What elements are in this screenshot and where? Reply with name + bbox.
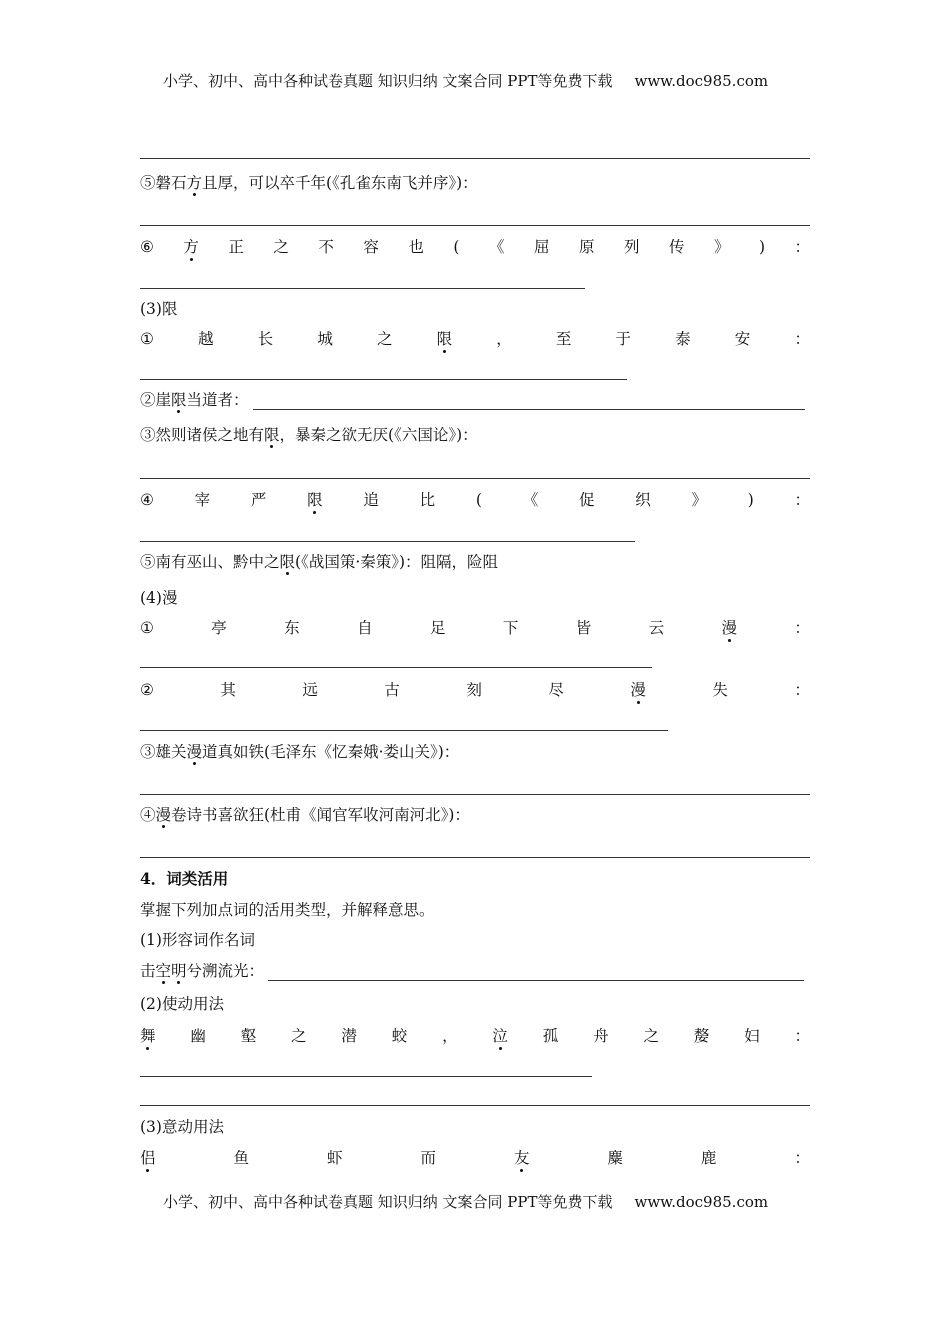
text-segment: (3)意动用法 (140, 1118, 224, 1136)
text-segment: 不 (318, 238, 334, 256)
emphasized-char: 漫 (630, 681, 646, 699)
text-segment: 妇 (744, 1027, 760, 1045)
text-segment: 于 (615, 330, 632, 348)
line-caus-1 (140, 1026, 810, 1046)
text-segment: ： (794, 1149, 810, 1167)
text-segment: ： (794, 238, 810, 256)
line-xian-2 (140, 390, 805, 410)
answer-blank-line[interactable] (140, 730, 668, 731)
line-xian-5 (140, 552, 498, 572)
text-segment: 之 (273, 238, 289, 256)
footer-site: www.doc985.com (634, 1193, 769, 1211)
text-segment: ： (794, 619, 810, 637)
emphasized-char: 侣 (140, 1149, 156, 1167)
text-segment: 正 (228, 238, 244, 256)
text-segment: 之 (643, 1027, 659, 1045)
text-segment: 屈 (533, 238, 550, 256)
text-segment: 远 (302, 681, 318, 699)
text-segment: 》 (713, 238, 730, 256)
text-segment: 比 (419, 491, 436, 509)
text-segment: (1)形容词作名词 (140, 931, 255, 949)
text-segment: 也 (408, 238, 424, 256)
text-segment: (3)限 (140, 300, 178, 318)
text-segment: ③雄关 (140, 743, 187, 761)
text-segment: 且厚，可以卒千年(《孔雀东南飞并序》)： (202, 174, 478, 192)
text-segment: 壑 (240, 1027, 257, 1045)
text-segment: 尽 (548, 681, 564, 699)
header-site: www.doc985.com (634, 72, 769, 90)
text-segment: 鱼 (233, 1149, 249, 1167)
text-segment: ： (794, 681, 810, 699)
text-segment: 促 (578, 491, 595, 509)
text-segment: ， (496, 330, 512, 348)
page-header (163, 70, 768, 91)
line-xian-head (140, 299, 177, 319)
text-segment: 容 (363, 238, 379, 256)
text-segment: (《战国策·秦策》)：阻隔，险阻 (295, 553, 499, 571)
text-segment: 宰 (194, 491, 211, 509)
text-segment: ) (747, 491, 754, 509)
text-segment: 亭 (211, 619, 227, 637)
header-text: 小学、初中、高中各种试卷真题 知识归纳 文案合同 PPT等免费下载 (163, 72, 613, 90)
line-man-head (140, 588, 177, 608)
text-segment: 织 (635, 491, 651, 509)
emphasized-char: 方 (186, 174, 203, 192)
text-segment: 之 (376, 330, 393, 348)
line-man-2 (140, 680, 810, 700)
emphasized-char: 限 (307, 491, 323, 509)
answer-blank-line[interactable] (140, 857, 810, 858)
text-segment: 失 (712, 681, 728, 699)
text-segment: ② (140, 681, 154, 699)
text-segment: ① (140, 330, 154, 348)
emphasized-char: 漫 (186, 743, 203, 761)
text-segment: 掌握下列加点词的活用类型，并解释意思。 (140, 901, 435, 919)
text-segment: ) (758, 238, 765, 256)
text-segment: ⑤南有巫山、黔中之 (140, 553, 280, 571)
footer-text: 小学、初中、高中各种试卷真题 知识归纳 文案合同 PPT等免费下载 (163, 1193, 613, 1211)
line-sec4-instr (140, 900, 435, 920)
answer-blank[interactable] (253, 395, 805, 410)
text-segment: 安 (734, 330, 751, 348)
text-segment: ， (442, 1027, 458, 1045)
answer-blank-line[interactable] (140, 667, 652, 668)
text-segment: 古 (384, 681, 400, 699)
text-segment: 《 (488, 238, 505, 256)
emphasized-char: 空 (155, 962, 172, 980)
text-segment: ，暴秦之欲无厌(《六国论》)： (279, 426, 478, 444)
emphasized-char: 限 (279, 553, 296, 571)
answer-blank-line[interactable] (140, 288, 585, 289)
text-segment: ： (794, 1027, 810, 1045)
answer-blank[interactable] (268, 966, 804, 981)
emphasized-char: 漫 (721, 619, 738, 637)
line-caus-head (140, 994, 224, 1014)
line-fang-5 (140, 173, 478, 193)
text-segment: 足 (429, 619, 446, 637)
text-segment: ( (475, 491, 482, 509)
text-segment: 自 (357, 619, 373, 637)
text-segment: 4．词类活用 (140, 869, 229, 888)
line-puta-1 (140, 1148, 810, 1168)
text-segment: 而 (420, 1149, 436, 1167)
text-segment: 》 (691, 491, 707, 509)
line-man-3 (140, 742, 459, 762)
text-segment: ⑥ (140, 238, 154, 256)
answer-blank-line[interactable] (140, 225, 810, 226)
emphasized-char: 舞 (140, 1027, 156, 1045)
text-segment: 其 (220, 681, 236, 699)
line-sec4-title (140, 869, 228, 889)
text-segment: ： (794, 491, 810, 509)
text-segment: 列 (623, 238, 640, 256)
text-segment: 《 (522, 491, 539, 509)
line-man-4 (140, 805, 470, 825)
text-segment: 卷诗书喜欲狂(杜甫《闻官军收河南河北》)： (171, 806, 470, 824)
text-segment: ④ (140, 491, 154, 509)
emphasized-char: 友 (513, 1149, 530, 1167)
text-segment: 追 (363, 491, 379, 509)
answer-blank-line[interactable] (140, 379, 627, 380)
text-segment: 严 (250, 491, 267, 509)
text-segment: 嫠 (693, 1027, 710, 1045)
text-segment: 越 (198, 330, 214, 348)
text-segment: 之 (291, 1027, 307, 1045)
answer-blank-line[interactable] (140, 1076, 592, 1077)
text-segment: ④ (140, 806, 156, 824)
text-segment: 原 (578, 238, 595, 256)
text-segment: 云 (648, 619, 665, 637)
emphasized-char: 方 (183, 238, 199, 256)
emphasized-char: 漫 (155, 806, 172, 824)
text-segment: 幽 (190, 1027, 206, 1045)
emphasized-char: 泣 (492, 1027, 508, 1045)
emphasized-char: 明 (171, 962, 187, 980)
line-xian-4 (140, 490, 810, 510)
text-segment: 蛟 (391, 1027, 408, 1045)
text-segment: 长 (257, 330, 274, 348)
text-segment: 东 (284, 619, 300, 637)
line-adj-head (140, 930, 255, 950)
text-segment: 下 (502, 619, 519, 637)
text-segment: ( (453, 238, 460, 256)
line-puta-head (140, 1117, 224, 1137)
text-segment: 潜 (341, 1027, 357, 1045)
text-segment: 皆 (575, 619, 592, 637)
answer-blank-line[interactable] (140, 158, 810, 159)
text-segment: 麋 (607, 1149, 623, 1167)
text-segment: 兮溯流光： (186, 962, 265, 980)
text-segment: 虾 (326, 1149, 343, 1167)
text-segment: ： (794, 330, 810, 348)
text-segment: 舟 (593, 1027, 609, 1045)
answer-blank-line[interactable] (140, 541, 635, 542)
page-footer (163, 1191, 768, 1212)
text-segment: 传 (668, 238, 685, 256)
text-segment: (4)漫 (140, 589, 178, 607)
text-segment: 道真如铁(毛泽东《忆秦娥·娄山关》)： (202, 743, 460, 761)
text-segment: 鹿 (700, 1149, 717, 1167)
line-adj-1 (140, 961, 804, 981)
emphasized-char: 限 (436, 330, 453, 348)
answer-blank-line[interactable] (140, 794, 810, 795)
text-segment: 城 (317, 330, 333, 348)
text-segment: ③然则诸侯之地有 (140, 426, 265, 444)
text-segment: (2)使动用法 (140, 995, 224, 1013)
line-xian-1 (140, 329, 810, 349)
text-segment: 孤 (542, 1027, 559, 1045)
text-segment: ① (140, 619, 154, 637)
text-segment: 击 (140, 962, 156, 980)
line-man-1 (140, 618, 810, 638)
answer-blank-line[interactable] (140, 478, 810, 479)
emphasized-char: 限 (171, 391, 187, 409)
line-xian-3 (140, 425, 478, 445)
text-segment: 刻 (466, 681, 482, 699)
text-segment: 至 (555, 330, 572, 348)
text-segment: ⑤磐石 (140, 174, 187, 192)
emphasized-char: 限 (264, 426, 280, 444)
line-fang-6 (140, 237, 810, 257)
text-segment: 当道者： (186, 391, 249, 409)
text-segment: ②崖 (140, 391, 172, 409)
answer-blank-line[interactable] (140, 1105, 810, 1106)
text-segment: 泰 (675, 330, 691, 348)
